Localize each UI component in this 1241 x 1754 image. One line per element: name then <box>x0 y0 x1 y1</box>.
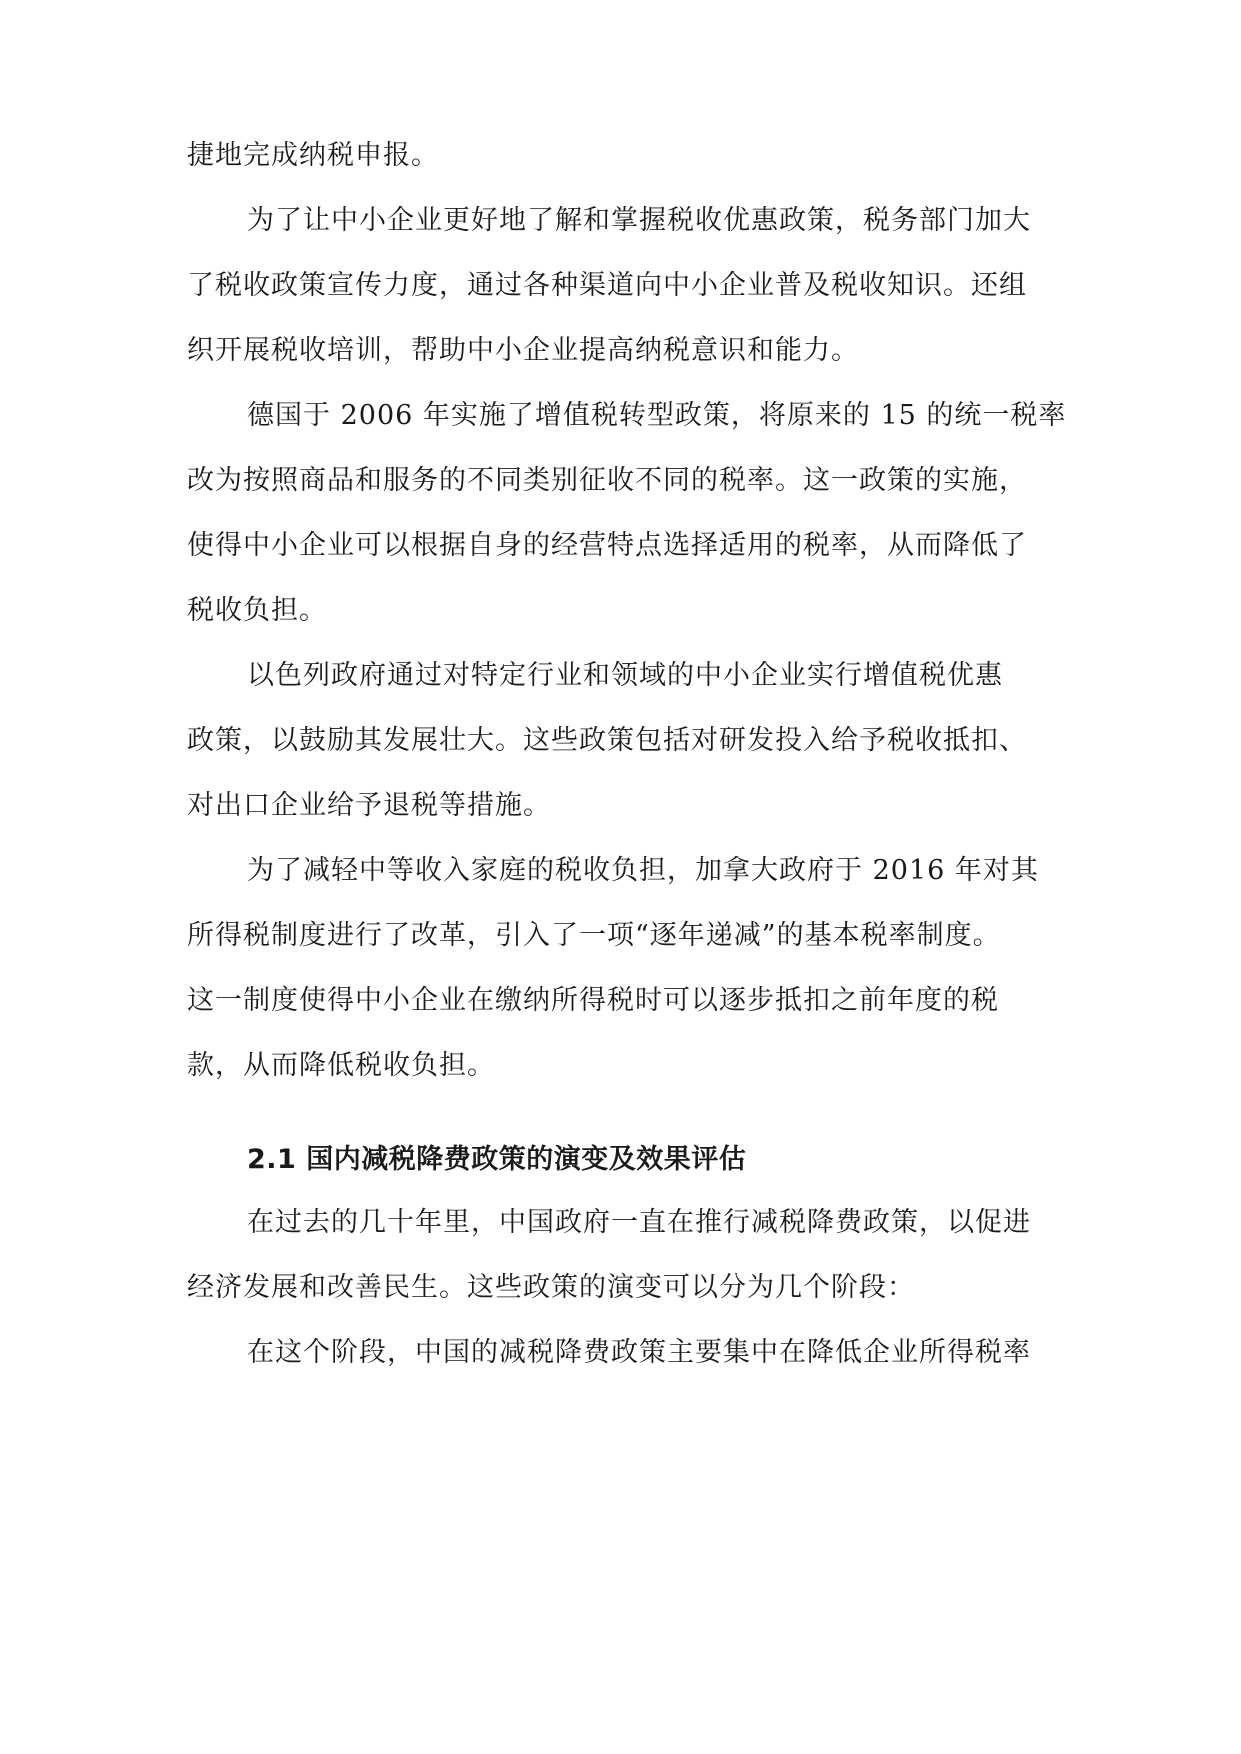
text-line: 所得税制度进行了改革，引入了一项“逐年递减”的基本税率制度。 <box>187 920 1001 951</box>
text-line: 对出口企业给予退税等措施。 <box>187 790 551 821</box>
text-line: 以色列政府通过对特定行业和领域的中小企业实行增值税优惠 <box>247 660 1003 691</box>
text-line: 为了让中小企业更好地了解和掌握税收优惠政策，税务部门加大 <box>247 205 1031 236</box>
text-line: 捷地完成纳税申报。 <box>187 140 439 171</box>
text-line: 这一制度使得中小企业在缴纳所得税时可以逐步抵扣之前年度的税 <box>187 985 999 1016</box>
text-line: 改为按照商品和服务的不同类别征收不同的税率。这一政策的实施， <box>187 465 1027 496</box>
text-line: 织开展税收培训，帮助中小企业提高纳税意识和能力。 <box>187 335 859 366</box>
text-line: 经济发展和改善民生。这些政策的演变可以分为几个阶段： <box>187 1272 915 1303</box>
text-line: 为了减轻中等收入家庭的税收负担，加拿大政府于 2016 年对其 <box>247 855 1039 886</box>
text-line: 政策，以鼓励其发展壮大。这些政策包括对研发投入给予税收抵扣、 <box>187 725 1027 756</box>
text-line: 了税收政策宣传力度，通过各种渠道向中小企业普及税收知识。还组 <box>187 270 1027 301</box>
text-line: 在这个阶段，中国的减税降费政策主要集中在降低企业所得税率 <box>247 1337 1031 1368</box>
section-heading: 2.1 国内减税降费政策的演变及效果评估 <box>247 1144 747 1175</box>
text-line: 使得中小企业可以根据自身的经营特点选择适用的税率，从而降低了 <box>187 530 1027 561</box>
text-line: 在过去的几十年里，中国政府一直在推行减税降费政策，以促进 <box>247 1207 1031 1238</box>
text-line: 德国于 2006 年实施了增值税转型政策，将原来的 15 的统一税率 <box>247 400 1067 431</box>
text-line: 税收负担。 <box>187 595 327 626</box>
text-line: 款，从而降低税收负担。 <box>187 1050 495 1081</box>
